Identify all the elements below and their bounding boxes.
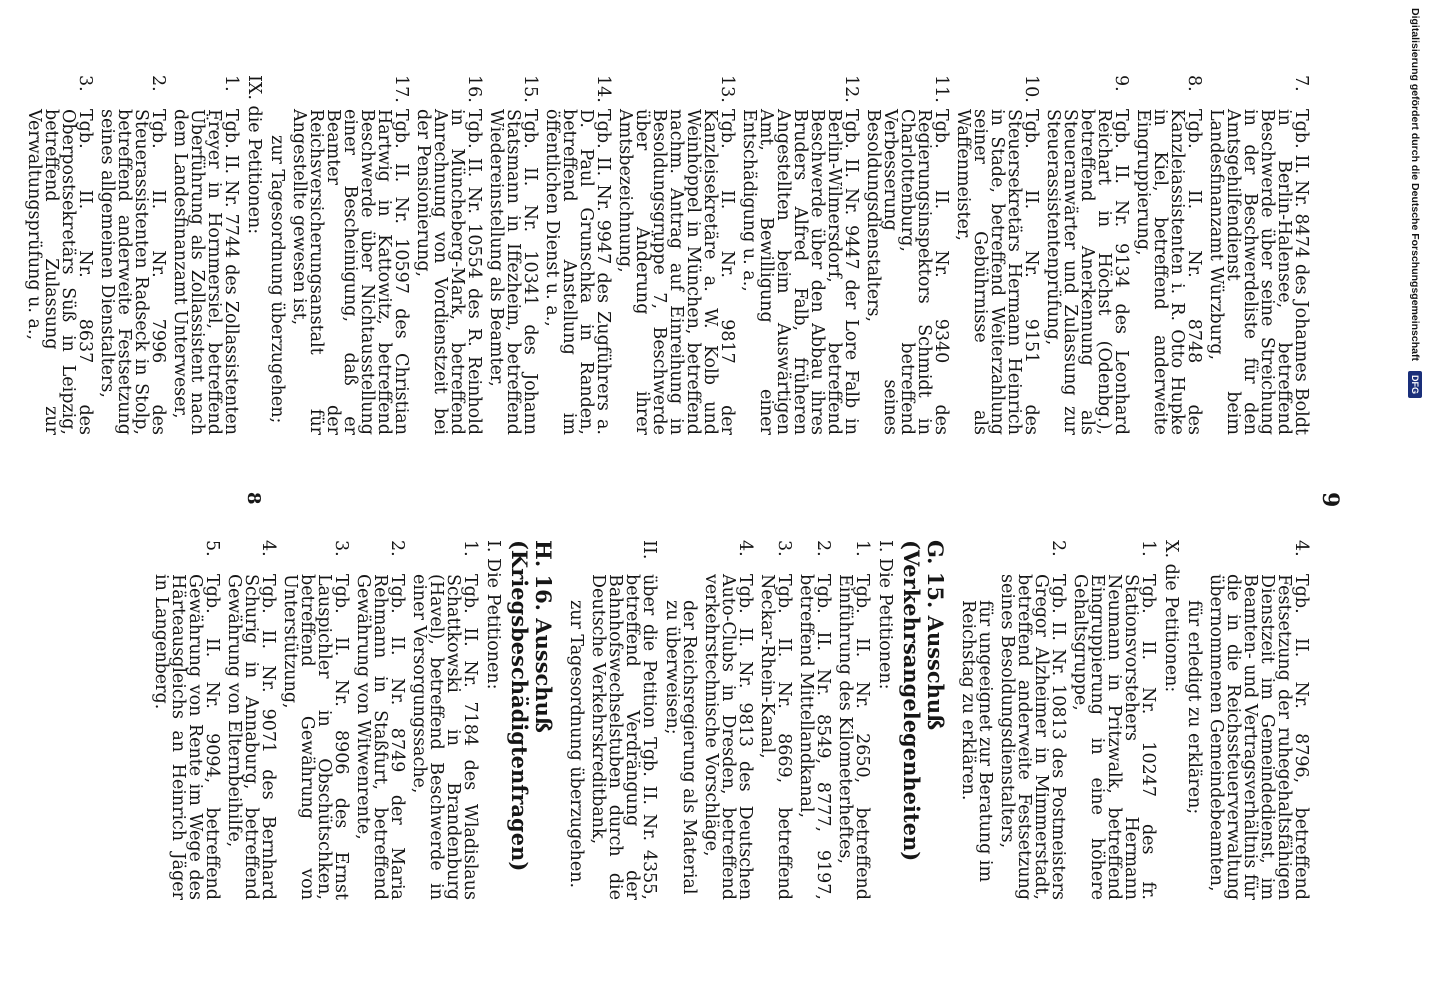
list-item [414,75,482,435]
item-text: Tgb. II. Nr. 9151 des Steuersekretärs Hermann Heinrich in Stade, betreffend Weiterzahlung seiner Gebührnisse als Waffenmeister, [953,109,1041,435]
item-number: 8. [1184,75,1204,92]
item-number: 7. [1291,75,1311,92]
item-text: Tgb. II. Nr. 10554 des R. Reinhold in Müncheberg-Mark, betreffend Anrechnung von Vordienstzeit bei der Pensionierung, [413,109,484,435]
list-item [1044,75,1129,435]
section-x-heading: X. die Petitionen: [1161,540,1181,693]
item-text: Tgb. II. Nr. 10813 des Postmeisters Gregor Alzheimer in Mimmerstadt, betreffend anderweite Festsetzung seines Besoldungsdienstalters, [997,574,1068,900]
list-item [836,540,870,900]
item-number: 2. [813,540,833,557]
item-text: Tgb. II. Nr. 8637 des Oberpostsekretärs Süß in Leipzig, betreffend Zulassung zur Verwaltungsprüfung u. a., [24,109,95,435]
item-text: Tgb. II. Nr. 2650, betreffend Einführung des Kilometerheftes, [835,574,872,900]
item-number: 3. [774,540,794,557]
page-number-bottom: 8 [243,492,264,505]
list-item [1207,540,1309,900]
page-number: 9 [1317,492,1343,508]
petition-list-ix [25,75,239,435]
section-ix-heading: IX. die Petitionen: [244,75,264,235]
list-item [954,75,1039,435]
list-item [354,540,405,900]
item-text: Tgb. II. Nr. 9447 der Lore Falb in Berlin-Wilmersdorf, betreffend Beschwerde über den Abbau ihres Bruders Alfred Falb, früheren Angestellten beim Auswärtigen Amt, Bewilligung einer Entschädigung u. a., [739,109,861,435]
item-number: 9. [1111,75,1131,92]
item-number: 17. [391,75,411,103]
list-item [758,540,792,900]
digitization-credit [1402,8,1428,992]
item-text: Tgb. II. Nr. 9813 des Deutschen Auto-Clubs in Dresden, betreffend verkehrstechnische Vorschläge, [701,574,755,900]
item-number: 4. [735,540,755,557]
item-number: 11. [931,75,951,103]
item-text: Tgb. II. Nr. 8474 des Johannes Boldt in Berlin-Halensee, betreffend Beschwerde über seine Streichung in der Beschwerdeliste für den Amtsgehilfendienst beim Landesfinanzamt Würzburg, [1206,109,1311,435]
item-number: 1. [221,75,241,92]
petition-list-x [998,540,1156,900]
list-item [616,75,735,435]
item-number: 1. [460,540,480,557]
list-item [543,75,611,435]
item-text: Tgb. II. Nr. 10597 des Christian Hartwig in Kattowitz, betreffend Beschwerde über Nichtausstellung einer Bescheinigung, daß er Beamter der Reichsversicherungsanstalt für Angestellte gewesen ist, [289,109,411,435]
petition-list-h16 [152,540,478,900]
section-i-heading: I. Die Petitionen: [483,540,503,690]
list-item [281,540,349,900]
item-text: Tgb. II. Nr. 8796, betreffend Festsetzung der ruhegehaltsfähigen Dienstzeit im Gemeindedienst, im Beamten- und Vertragsverhältnis für die in die Reichssteuerverwaltung übernommenen Gemeindebeamten, [1206,574,1311,900]
item-text: Tgb. II. Nr. 8906 des Ernst Lauspichler in Obschütschken, betreffend Gewährung von Unterstützung, [280,574,351,900]
item-number: 12. [841,75,861,103]
petition-list-g15 [702,540,870,900]
item-text: Tgb. II. Nr. 8749 der Maria Rehmann in Staßfurt, betreffend Gewährung von Witwenrente, [353,574,407,900]
list-item [25,75,93,435]
list-item [864,75,949,435]
item-text: Tgb. II. Nr. 8748 des Kanzleiassistenten i. R. Otto Hupke in Kiel, betreffend anderweite Eingruppierung, [1133,109,1204,435]
list-item [589,540,657,900]
list-item [1134,75,1202,435]
closing-line: zur Tagesordnung überzugehen; [267,135,287,424]
list-item [98,75,166,435]
list-item [797,540,831,900]
item-text: Tgb. II. Nr. 8549, 8777, 9197, betreffend Mittellandkanal, [796,574,833,900]
item-number: 13. [717,75,737,103]
item-number: 3. [75,75,95,92]
item-number: 4. [258,540,278,557]
item-number: 15. [520,75,540,103]
item-text: Tgb. II. Nr. 8669, betreffend Neckar-Rhein-Kanal, [757,574,794,900]
item-text: Tgb. II. Nr. 10341 des Johann Statsmann in Iffezheim, betreffend Wiedereinstellung als Beamter, [486,109,540,435]
item-number: 4. [1291,540,1311,557]
item-number: 1. [1138,540,1158,557]
list-item [702,540,753,900]
item-number: 3. [331,540,351,557]
item-number: 1. [852,540,872,557]
left-column [20,75,1309,435]
item-number: II. [639,540,659,560]
section-i-heading: I. Die Petitionen: [875,540,895,690]
dfg-logo: DFG [1408,371,1422,398]
item-number: 2. [1048,540,1068,557]
item-text: Tgb. II. Nr. 9947 des Zugführers a. D. Paul Grunschka in Randen, betreffend Anstellung im öffentlichen Dienst u. a., [542,109,613,435]
closing-line: zur Tagesordnung überzugehen. [566,600,586,889]
list-item [290,75,409,435]
item-text: Tgb. II. Nr. 9094, betreffend Gewährung von Rente im Wege des Härteausgleichs an Heinrich Jäger in Langenberg. [151,574,222,900]
item-text: Tgb. II. Nr. 9071 des Bernhard Schurig in Annaburg, betreffend Gewährung von Elternbeihilfe, [224,574,278,900]
list-item [487,75,538,435]
petition-list-viii [290,75,1309,435]
item-text: über die Petition Tgb. II. Nr. 4355, betreffend Verdrängung der Bahnhofswechselstuben durch die Deutsche Verkehrskreditbank, [588,574,659,900]
item-number: 5. [202,540,222,557]
item-text: Tgb. II. Nr. 9340 des Regierungsinspektors Schmidt in Charlottenburg, betreffend Verbesserung seines Besoldungsdienstalters, [863,109,951,435]
item-text: Tgb. II. Nr. 10247 des fr. Stationsvorstehers Hermann Neumann in Pritzwalk, betreffend Eingruppierung in eine höhere Gehaltsgruppe, [1070,574,1158,900]
item-number: 2. [148,75,168,92]
list-item [152,540,220,900]
list-item [740,75,859,435]
item-text: Tgb. II. Nr. 9134 des Leonhard Reichart in Höchst (Odenbg.), betreffend Anerkennung als Steueranwärter und Zulassung zur Steuerassistentenprüfung, [1043,109,1131,435]
list-item [225,540,276,900]
right-column [147,540,1309,900]
item-number: 16. [464,75,484,103]
item-text: Tgb. II. Nr. 7744 des Zollassistenten Freyer in Hornmersiel, betreffend Überführung als Zollassistent nach dem Landesfinanzamt Unterweser, [170,109,241,435]
list-item [998,540,1066,900]
section-heading-g15: G. 15. Ausschuß (Verkehrsangelegenheiten) [899,540,948,862]
item-number: 10. [1021,75,1041,103]
item-text: Tgb. II. Nr. 7184 des Wladislaus Schattkowski in Brandenburg (Havel), betreffend Beschwerde in einer Versorgungssache, [409,574,480,900]
section-heading-h16: H. 16. Ausschuß (Kriegsbeschädigtenfragen) [507,540,556,872]
item-text: Tgb. II. Nr. 7996 des Steuerassistenten Radseck in Stolp, betreffend anderweite Festsetzung seines allgemeinen Dienstalters, [97,109,168,435]
list-item [171,75,239,435]
closing-line: der Reichsregierung als Material zu überweisen; [662,600,699,895]
closing-line: für erledigt zu erklären; [1184,600,1204,815]
item-number: 14. [593,75,613,103]
item-text: Tgb. II. Nr. 9817 der Kanzleisekretäre a. W. Kolb und Weinhöppel in München, betreffend nachm. Antrag auf Einreihung in Besoldungsgruppe 7, Beschwerde über Änderung ihrer Amtsbezeichnung, [615,109,737,435]
list-item [410,540,478,900]
list-item [1207,75,1309,435]
list-item [1071,540,1156,900]
item-number: 2. [387,540,407,557]
credit-text: Digitalisierung gefördert durch die Deutsche Forschungsgemeinschaft [1409,8,1421,361]
closing-line: für ungeeignet zur Beratung im Reichstag zu erklären. [958,600,995,883]
